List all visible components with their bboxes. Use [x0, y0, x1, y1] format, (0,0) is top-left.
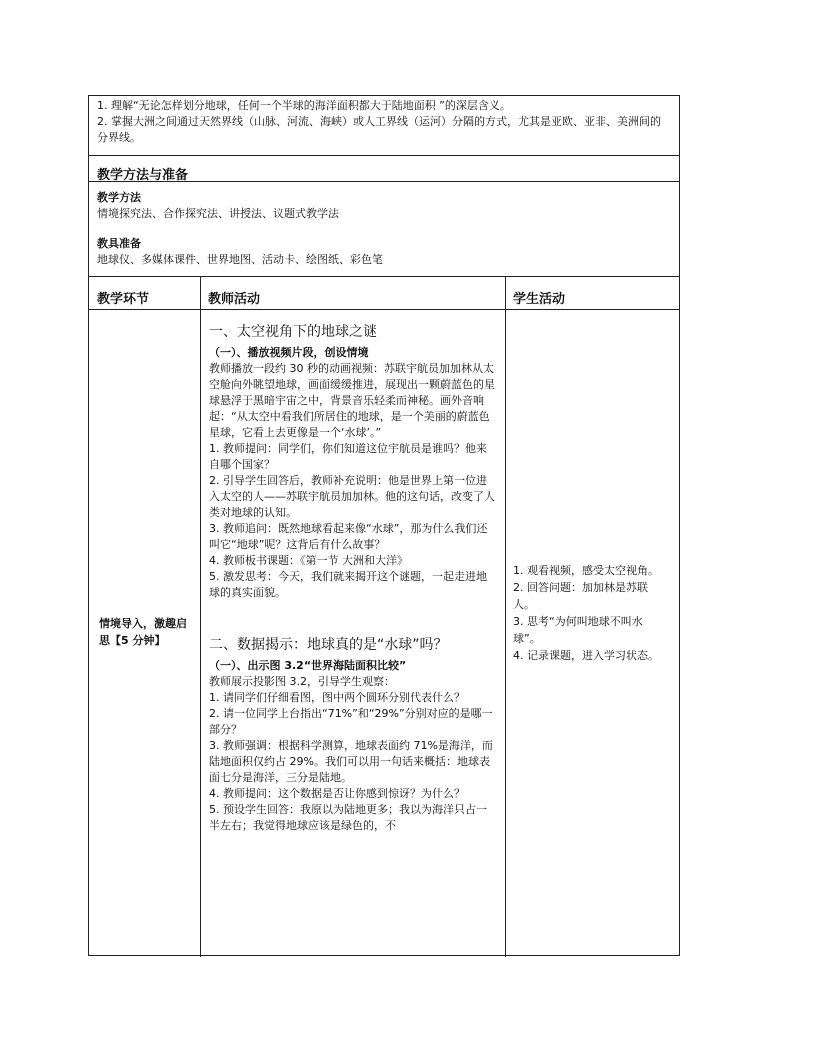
header-stage: 教学环节	[97, 292, 150, 307]
method-heading: 教学方法	[97, 191, 141, 204]
student-activity-cell	[505, 310, 679, 957]
paragraph: 2. 请一位同学上台指出“71%”和“29%”分别对应的是哪一部分？	[209, 707, 493, 736]
header-teacher: 教师活动	[208, 292, 261, 307]
section1-title: 一、太空视角下的地球之谜	[209, 324, 377, 340]
list-item: 3. 思考“为何叫地球不叫水球”。	[513, 615, 643, 645]
table-header-row	[89, 277, 679, 310]
list-item: 4. 记录课题，进入学习状态。	[513, 649, 659, 662]
learning-goals	[89, 96, 679, 156]
method-text: 情境探究法、合作探究法、讲授法、议题式教学法	[97, 207, 339, 220]
paragraph: 3. 教师追问：既然地球看起来像“水球”，那为什么我们还叫它“地球”呢？这背后有什么故事？	[209, 522, 488, 551]
lesson-plan-table	[88, 95, 680, 956]
list-item: 2. 回答问题：加加林是苏联人。	[513, 581, 648, 611]
list-item: 1. 观看视频，感受太空视角。	[513, 564, 659, 577]
section2-title: 二、数据揭示：地球真的是“水球”吗？	[209, 637, 448, 653]
goal-item: 1. 理解“无论怎样划分地球，任何一个半球的海洋面积都大于陆地面积 ”的深层含义。	[97, 99, 511, 112]
paragraph: 教师播放一段约 30 秒的动画视频：苏联宇航员加加林从太空舱向外眺望地球，画面缓缓推进，展现出一颗蔚蓝色的星球悬浮于黑暗宇宙之中，背景音乐轻柔而神秘。画外音响起：“从太空中看我们所居住的地球，是一个美丽的蔚蓝色星球，它看上去更像是一个‘水球’。”	[209, 362, 495, 439]
section2-subtitle: （一）、出示图 3.2“世界海陆面积比较”	[209, 659, 407, 672]
stage-cell	[89, 310, 200, 957]
tools-text: 地球仪、多媒体课件、世界地图、活动卡、绘图纸、彩色笔	[97, 253, 383, 266]
stage-label: 情境导入，激趣启思【5 分钟】	[99, 617, 187, 647]
table-body-row	[89, 310, 679, 957]
section1-subtitle: （一）、播放视频片段，创设情境	[209, 346, 369, 359]
tools-heading: 教具准备	[97, 237, 141, 250]
paragraph: 2. 引导学生回答后，教师补充说明：他是世界上第一位进入太空的人——苏联宇航员加加林。他的这句话，改变了人类对地球的认知。	[209, 474, 495, 519]
goal-item: 2. 掌握大洲之间通过天然界线（山脉、河流、海峡）或人工界线（运河）分隔的方式，尤其是亚欧、亚非、美洲间的分界线。	[97, 115, 661, 144]
header-student: 学生活动	[513, 292, 566, 307]
paragraph: 4. 教师板书课题：《第一节 大洲和大洋》	[209, 554, 408, 567]
paragraph: 5. 预设学生回答：我原以为陆地更多；我以为海洋只占一半左右；我觉得地球应该是绿色的，不	[209, 803, 487, 832]
paragraph: 5. 激发思考：今天，我们就来揭开这个谜题，一起走进地球的真实面貌。	[209, 570, 487, 599]
methods-section	[89, 182, 679, 277]
paragraph: 1. 教师提问：同学们，你们知道这位宇航员是谁吗？他来自哪个国家？	[209, 442, 487, 471]
paragraph: 3. 教师强调：根据科学测算，地球表面约 71%是海洋，而陆地面积仅约占 29%。我们可以用一句话来概括：地球表面七分是海洋，三分是陆地。	[209, 739, 493, 784]
paragraph: 教师展示投影图 3.2，引导学生观察：	[209, 675, 395, 688]
paragraph: 4. 教师提问：这个数据是否让你感到惊讶？为什么？	[209, 787, 465, 800]
paragraph: 1. 请同学们仔细看图，图中两个圆环分别代表什么？	[209, 691, 465, 704]
methods-section-title: 教学方法与准备	[89, 156, 679, 182]
student-activity-list	[513, 562, 663, 664]
teacher-activity-cell	[200, 310, 505, 957]
